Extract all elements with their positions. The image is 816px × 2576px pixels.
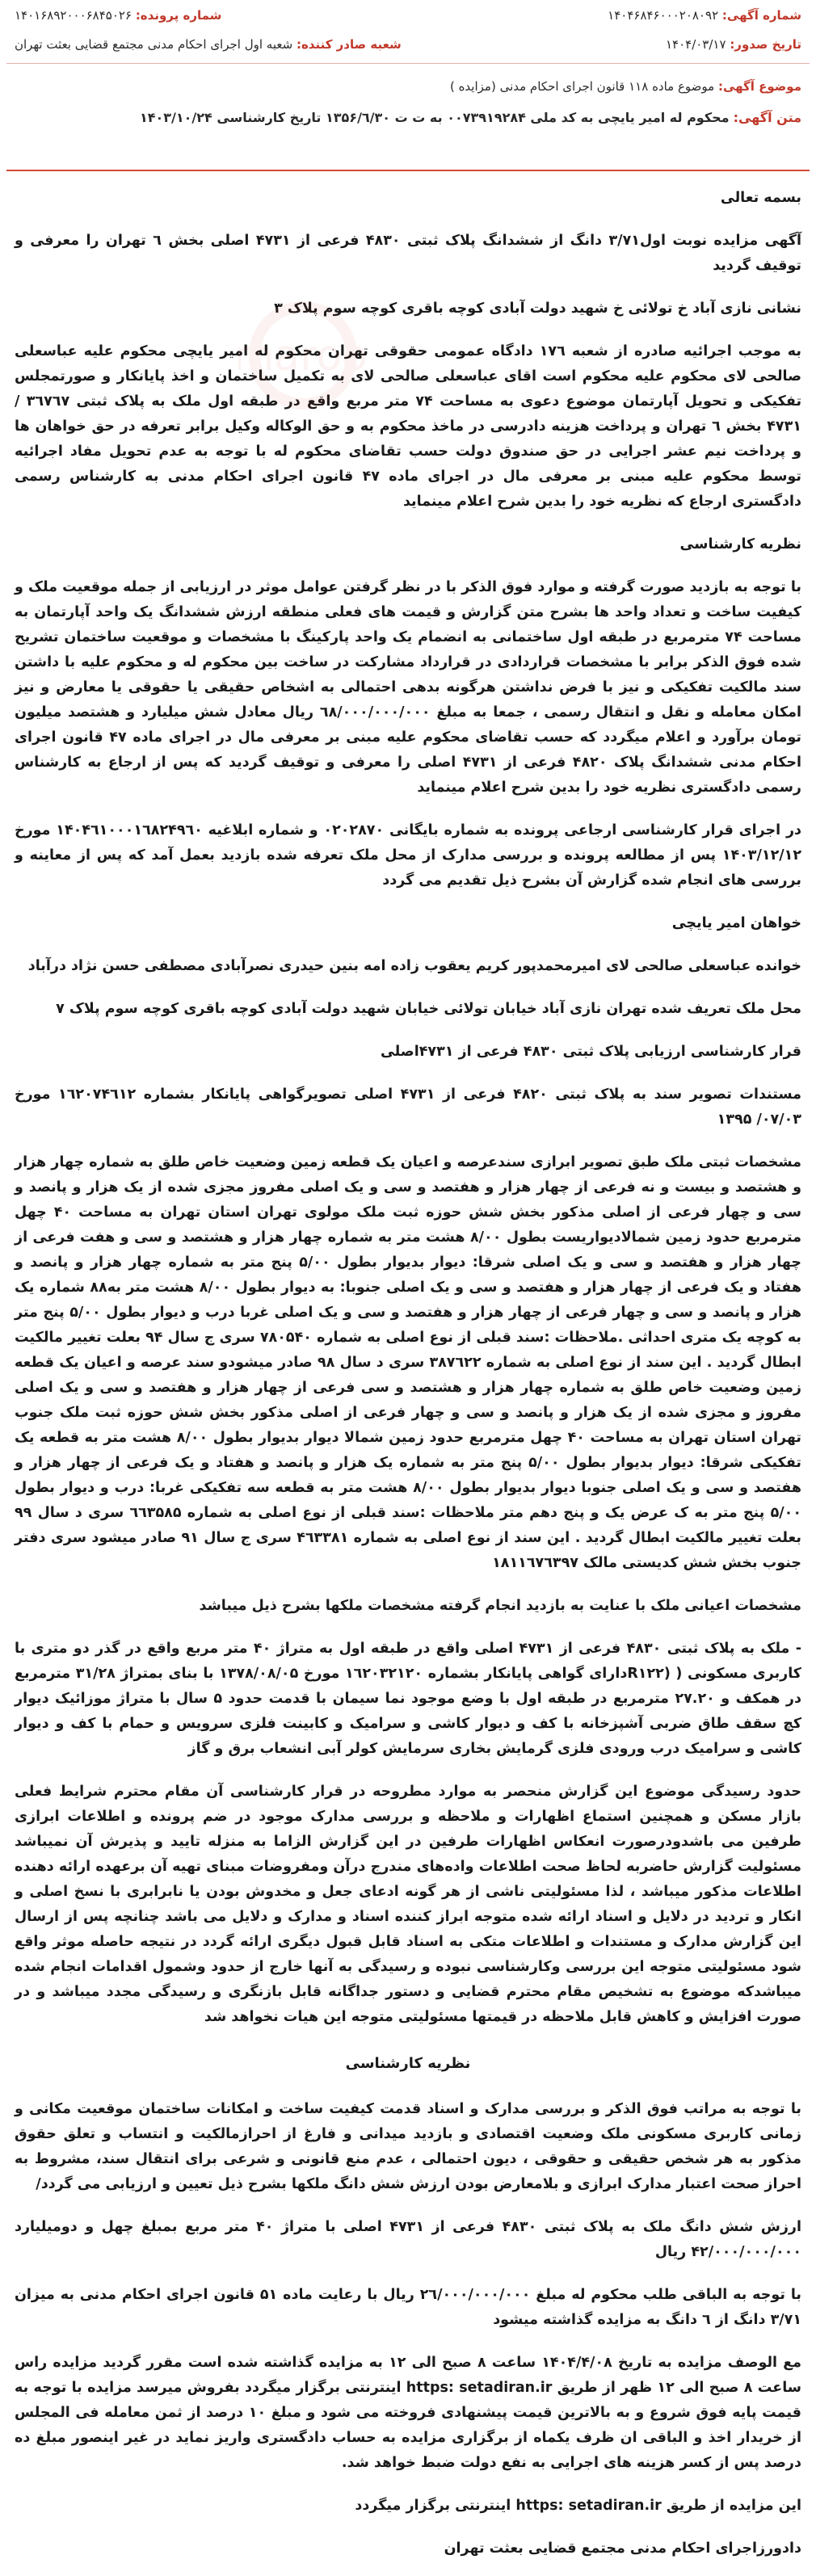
text-label: متن آگهی: (733, 110, 801, 125)
branch-label: شعبه صادر کننده: (296, 37, 402, 52)
text-row (140, 110, 801, 125)
ad-number-row (608, 8, 801, 23)
paragraph-10: با توجه به الباقی طلب محکوم له مبلغ ۲٦/۰۰۰/۰۰۰/۰۰۰ ریال با رعایت ماده ۵۱ قانون اجرای احکام مدنی به میزان ۳/۷۱ دانگ از ٦ دانگ به مزایده گذاشته میشود (15, 2287, 801, 2328)
specs-title: مشخصات اعیانی ملک با عنایت به بازدید انجام گرفته مشخصات ملکها بشرح ذیل میباشد (199, 1598, 801, 1614)
ad-number-label: شماره آگهی: (721, 8, 801, 23)
paragraph-4: در اجرای قرار کارشناسی ارجاعی پرونده به شماره بایگانی ۰۲۰۲۸۷۰ و شماره ابلاغیه ۱۴۰۴٦۱۰۰۰۱٦۸۲۴۹٦۰ مورخ ۱۴۰۳/۱۲/۱۲ پس از مطالعه پرونده و بررسی مدارک از محل ملک تعرفه شده بازدید بعمل آمد که پس از معاینه و بررسی های انجام شده گزارش آن بشرح ذیل تقدیم می گردد (15, 822, 802, 889)
expert-title-1: نظریه کارشناسی (679, 536, 801, 553)
documents: مستندات تصویر سند به پلاک ثبتی ۴۸۲۰ فرعی از ۴۷۳۱ اصلی تصویرگواهی پایانکار بشماره ۱٦۲۰۷۴٦۱۲ مورخ ۰۷/۰۳/ ۱۳۹۵ (15, 1086, 801, 1128)
watermark-text: maroo (238, 332, 368, 380)
branch-row (15, 37, 402, 52)
expert-order: قرار کارشناسی ارزیابی پلاک ثبتی ۴۸۳۰ فرعی از ۴۷۳۱اصلی (380, 1044, 801, 1060)
signature: دادورزاجرای احکام مدنی مجتمع قضایی بعثت تهران (444, 2540, 801, 2557)
subject-label: موضوع آگهی: (717, 79, 801, 94)
address: نشانی نازی آباد خ تولائی خ شهید دولت آبادی کوچه باقری کوچه سوم پلاک ۳ (274, 300, 801, 317)
paragraph-11: مع الوصف مزایده به تاریخ ۱۴۰۴/۴/۰۸ ساعت ۸ صبح الی ۱۲ به مزایده گذاشته شده است مقرر گردید مزایده راس ساعت ۸ صبح الی ۱۲ ظهر از طریق https: setadiran.ir اینترنتی برگزار میگردد بفروش میرسد مزایده با توجه به قیمت پایه فوق شروع و به بالاترین قیمت پیشنهادی فروخته می شود و مبلغ ۱۰ درصد از ثمن معامله فی المجلس از خریدار اخذ و الباقی ان ظرف یکماه از برگزاری مزایده به حساب دادگستری واریز نماید در غیر اینصور مبلغ ده درصد پس از کسر هزینه های اجرایی به نفع دولت ضبط خواهد شد. (15, 2355, 802, 2471)
location: محل ملک تعریف شده تهران نازی آباد خیابان تولائی خیابان شهید دولت آبادی کوچه باقری کوچه سوم پلاک ۷ (56, 1001, 801, 1017)
notice-body (6, 186, 810, 2561)
plaintiff: خواهان امیر یایچی (671, 915, 801, 931)
expert-title-2: نظریه کارشناسی (345, 2055, 471, 2072)
case-number: ۱۴۰۱۶۸۹۲۰۰۰۶۸۴۵۰۲۶ (15, 8, 132, 23)
notice-header (6, 0, 810, 171)
ad-number: ۱۴۰۴۶۸۴۶۰۰۰۲۰۸۰۹۲ (608, 8, 719, 23)
paragraph-3: با توجه به بازدید صورت گرفته و موارد فوق الذکر با در نظر گرفتن عوامل موثر در ارزیابی از جمله موقعیت ملک و کیفیت ساخت و تعداد واحد ها بشرح متن گزارش و قیمت های فعلی منطقه ارزش ششدانگ یک واحد آپارتمان به مساحت ۷۴ مترمربع در طبقه اول ساختمانی به انضمام یک واحد پارکینگ با مشخصات و موقعیت ساختمان تشریح شده فوق الذکر برابر با مشخصات قراردادی در قرارداد مشارکت در ساخت بین محکوم له و محکوم علیه با داشتن سند مالکیت تفکیکی و نیز با فرض نداشتن هرگونه بدهی احتمالی به اشخاص حقیقی یا حقوقی یا معارض و نیز امکان معامله و نقل و انتقال رسمی ، جمعا به مبلغ ٦۸/۰۰۰/۰۰۰/۰۰۰ ریال معادل شش میلیارد و هشتصد میلیون تومان برآورد و اعلام میگردد که حسب تقاضای محکوم علیه مبنی بر معرفی مال در اجرای ماده ۴۷ قانون اجرای احکام مدنی ششدانگ پلاک ۴۸۲۰ فرعی از ۴۷۳۱ اصلی را معرفی و توقیف گردید که پس از ارجاع به کارشناس رسمی دادگستری نظریه خود را بدین شرح اعلام مینماید (15, 579, 801, 796)
paragraph-7: حدود رسیدگی موضوع این گزارش منحصر به موارد مطروحه در قرار کارشناسی آن مقام محترم شرایط فعلی بازار مسکن و همچنین استماع اظهارات و ملاحظه و بررسی مدارک موجود در ضم پرونده و اطلاعات ابرازی طرفین می باشدودرصورت انعکاس اظهارات طرفین در این گزارش الزاما به منزله تایید و پذیرش آن نمیباشد مسئولیت گزارش حاضربه لحاظ صحت اطلاعات واده‌های مندرج درآن ومفروضات مبنای تهیه آن برعهده ارائه دهنده اطلاعات مذکور میباشد ، لذا مسئولیتی ناشی از هر گونه ادعای جعل و مخدوش بودن یا نابرابری با نسخ اصلی و انکار و تردید در دلایل و اسناد ارائه شده متوجه ابراز کننده اسناد و مدارک و دلایل می باشد چنانچه پس از ارسال این گزارش مدارک و مستندات و اطلاعات متکی به اسناد قابل قبول دیگری ارائه گردد در نتیجه حاصله موثر واقع شود مسئولیتی متوجه این بررسی وکارشناسی نبوده و رسیدگی به آنها خارج از حدود وشمول اقدامات انجام شده میباشدکه موضوع به تشخیص مقام محترم قضایی و دستور جداگانه قابل بازنگری و رسیدگی مجدد میباشد و در صورت افزایش و کاهش قابل ملاحظه در قیمتها مسئولیتی متوجه این هیات نخواهد شد (15, 1784, 801, 2025)
paragraph-12: این مزایده از طریق https: setadiran.ir اینترنتی برگزار میگردد (355, 2498, 801, 2514)
paragraph-2: به موجب اجرائیه صادره از شعبه ۱۷٦ دادگاه عمومی حقوقی تهران محکوم له امیر یایچی محکوم علیه عباسعلی صالحی لای محکوم علیه محکوم است اقای عباسعلی صالحی لای به تکمیل ساختمان و اخذ پایانکار و صورتمجلس تفکیکی و تحویل آپارتمان موضوع دعوی به مساحت ۷۴ متر مربع واقع در طبقه اول ملک به پلاک ثبتی ۳٦٧٦٧ / ۴۷۳۱ بخش ٦ تهران و پرداخت هزینه دادرسی در ماخذ محکوم به و حق الوکاله وکیل برابر تعرفه در حق خواهان ها و پرداخت نیم عشر اجرایی در حق صندوق دولت حسب تقاضای محکوم له با توجه به عدم تحویل مفاد اجرائیه توسط محکوم علیه مبنی بر معرفی مال در اجرای ماده ۴۷ قانون اجرای احکام مدنی به کارشناس رسمی دادگستری ارجاع که نظریه خود را بدین شرح اعلام مینماید (15, 343, 802, 510)
issue-date-label: تاریخ صدور: (730, 37, 801, 52)
paragraph-8: با توجه به مراتب فوق الذکر و بررسی مدارک و اسناد قدمت کیفیت ساخت و امکانات ساختمان موقعیت مکانی و زمانی کاربری مسکونی ملک وضعیت اقتصادی و بازدید میدانی و فارغ از احرازمالکیت و انتساب و تعلق حقوق مذکور به هر شخص حقیقی و حقوقی ، دیون احتمالی ، عدم منع قانونی و شرعی برای انتقال سند، مشروط به احراز صحت اعتبار مدارک ابرازی و بلامعارض بودن ارزش شش دانگ ملکها بشرح ذیل تعیین و ارزیابی می گردد/ (15, 2101, 801, 2192)
subject: موضوع ماده ۱۱۸ قانون اجرای احکام مدنی (مزایده ) (449, 79, 715, 94)
paragraph-6: - ملک به پلاک ثبتی ۴۸۳۰ فرعی از ۴۷۳۱ اصلی واقع در طبقه اول به متراژ ۴۰ متر مربع واقع در گذر دو متری با کاربری مسکونی ( (R۱۲۲دارای گواهی پایانکار بشماره ۱٦۲۰۳۲۱۲۰ مورخ ۱۳۷۸/۰۸/۰۵ با بنای بمتراژ ۳۱/۲۸ مترمربع در همکف و ۲۷.۲۰ مترمربع در طبقه اول با وضع موجود نما سیمان با قدمت حدود ۵ سال با متراژ موزائیک دیوار کچ سقف طاق ضربی آشپزخانه با کف و دیوار کاشی و سرامیک و کابینت فلزی سرویس و حمام با کف و دیوار کاشی و سرامیک درب ورودی فلزی گرمایش بخاری سرمایش کولر آبی انشعاب برق و گاز (15, 1641, 801, 1757)
invocation: بسمه تعالی (720, 190, 801, 206)
text-line: محکوم له امیر یایچی به کد ملی ۰۰۷۳۹۱۹۲۸۴ به ت ت ۱۳۵۶/٦/۳۰ تاریخ کارشناسی ۱۴۰۳/۱۰/۲۴ (139, 110, 730, 125)
case-number-row (15, 8, 221, 23)
subject-row (450, 79, 801, 94)
case-number-label: شماره پرونده: (135, 8, 222, 23)
paragraph-1: آگهی مزایده نوبت اول۳/۷۱ دانگ از ششدانگ پلاک ثبتی ۴۸۳۰ فرعی از ۴۷۳۱ اصلی بخش ٦ تهران را معرفی و توقیف گردید (15, 233, 801, 274)
branch: شعبه اول اجرای احکام مدنی مجتمع قضایی بعثت تهران (15, 37, 293, 52)
issue-date-row (666, 37, 801, 52)
defendants: خوانده عباسعلی صالحی لای امیرمحمدپور کریم یعقوب زاده امه بنین حیدری نصرآبادی مصطفی حسن نژاد درآباد (27, 958, 801, 974)
paragraph-9: ارزش شش دانگ ملک به پلاک ثبتی ۴۸۳۰ فرعی از ۴۷۳۱ اصلی با متراژ ۴۰ متر مربع بمبلغ چهل و دومیلیارد ۴۲/۰۰۰/۰۰۰/۰۰۰ ریال (15, 2219, 801, 2260)
header-divider (6, 63, 810, 64)
issue-date: ۱۴۰۴/۰۳/۱۷ (665, 37, 726, 52)
paragraph-5: مشخصات ثبتی ملک طبق تصویر ابرازی سندعرصه و اعیان یک قطعه زمین وضعیت خاص طلق به شماره چهار هزار و هشتصد و بیست و نه فرعی از چهار هزار و هفتصد و سی و یک اصلی مفروز مجزی شده از یک هزار و پانصد و سی و چهار فرعی از اصلی مذکور بخش شش حوزه ثبت ملک مولوی تهران استان تهران به مساحت ۴۰ چهل مترمربع حدود زمین شمالادیواریست بطول ۸/۰۰ هشت متر به شماره چهار هزار و هشتصد و سی و هفت فرعی از چهار هزار و هفتصد و سی و یک اصلی شرقا: دیوار بدیوار بطول ۵/۰۰ پنج متر به شماره چهار هزار و پانصد و هفتاد و یک فرعی از چهار هزار و هفتصد و سی و یک اصلی جنوبا: به دیوار بطول ۸/۰۰ هشت متر به۸۸ شماره یک هزار و پانصد و سی و چهار فرعی از چهار هزار و هفتصد و سی و یک اصلی غربا درب و دیوار بطول ۵/۰۰ پنج متر به کوچه یک متری احداثی .ملاحظات :سند قبلی از نوع اصلی به شماره ۷۸۰۵۴۰ سری ج سال ۹۴ بعلت تغییر مالکیت ابطال گردید . این سند از نوع اصلی به شماره ۳۸۷٦۲۲ سری د سال ۹۸ صادر میشودو سند عرصه و اعیان یک قطعه زمین وضعیت خاص طلق به شماره چهار هزار و هشتصد و سی فرعی از چهار هزار و هفتصد و سی و یک اصلی مفروز و مجزی شده از یک هزار و پانصد و سی و چهار فرعی از اصلی مذکور بخش شش حوزه ثبت ملک جنوب تهران استان تهران به مساحت ۴۰ چهل مترمربع حدود زمین شمالا دیوار بدیوار بطول ۸/۰۰ هشت متر به قطعه یک تفکیکی شرقا: دیوار بدیوار بطول ۵/۰۰ پنج متر به شماره یک هزار و پانصد و هفتاد و یک فرعی از چهار هزار و هفتصد و سی و یک اصلی جنوبا دیوار بدیوار بطول ۸/۰۰ هشت متر به قطعه سه تفکیکی غربا: درب و دیوار بطول ۵/۰۰ پنج متر به ک عرض یک و پنج دهم متر ملاحظات :سند قبلی از نوع اصلی به شماره ٦٦۳۵۸۵ سری د سال ۹۹ بعلت تغییر مالکیت ابطال گردید . این سند از نوع اصلی به شماره ۴٦۳۳۸۱ سری ج سال ۹۱ صادر میشود سری دفتر جنوب بخش شش کدیستی مالک ۱۸۱۱٦۷٦۳۹۷ (15, 1154, 802, 1571)
